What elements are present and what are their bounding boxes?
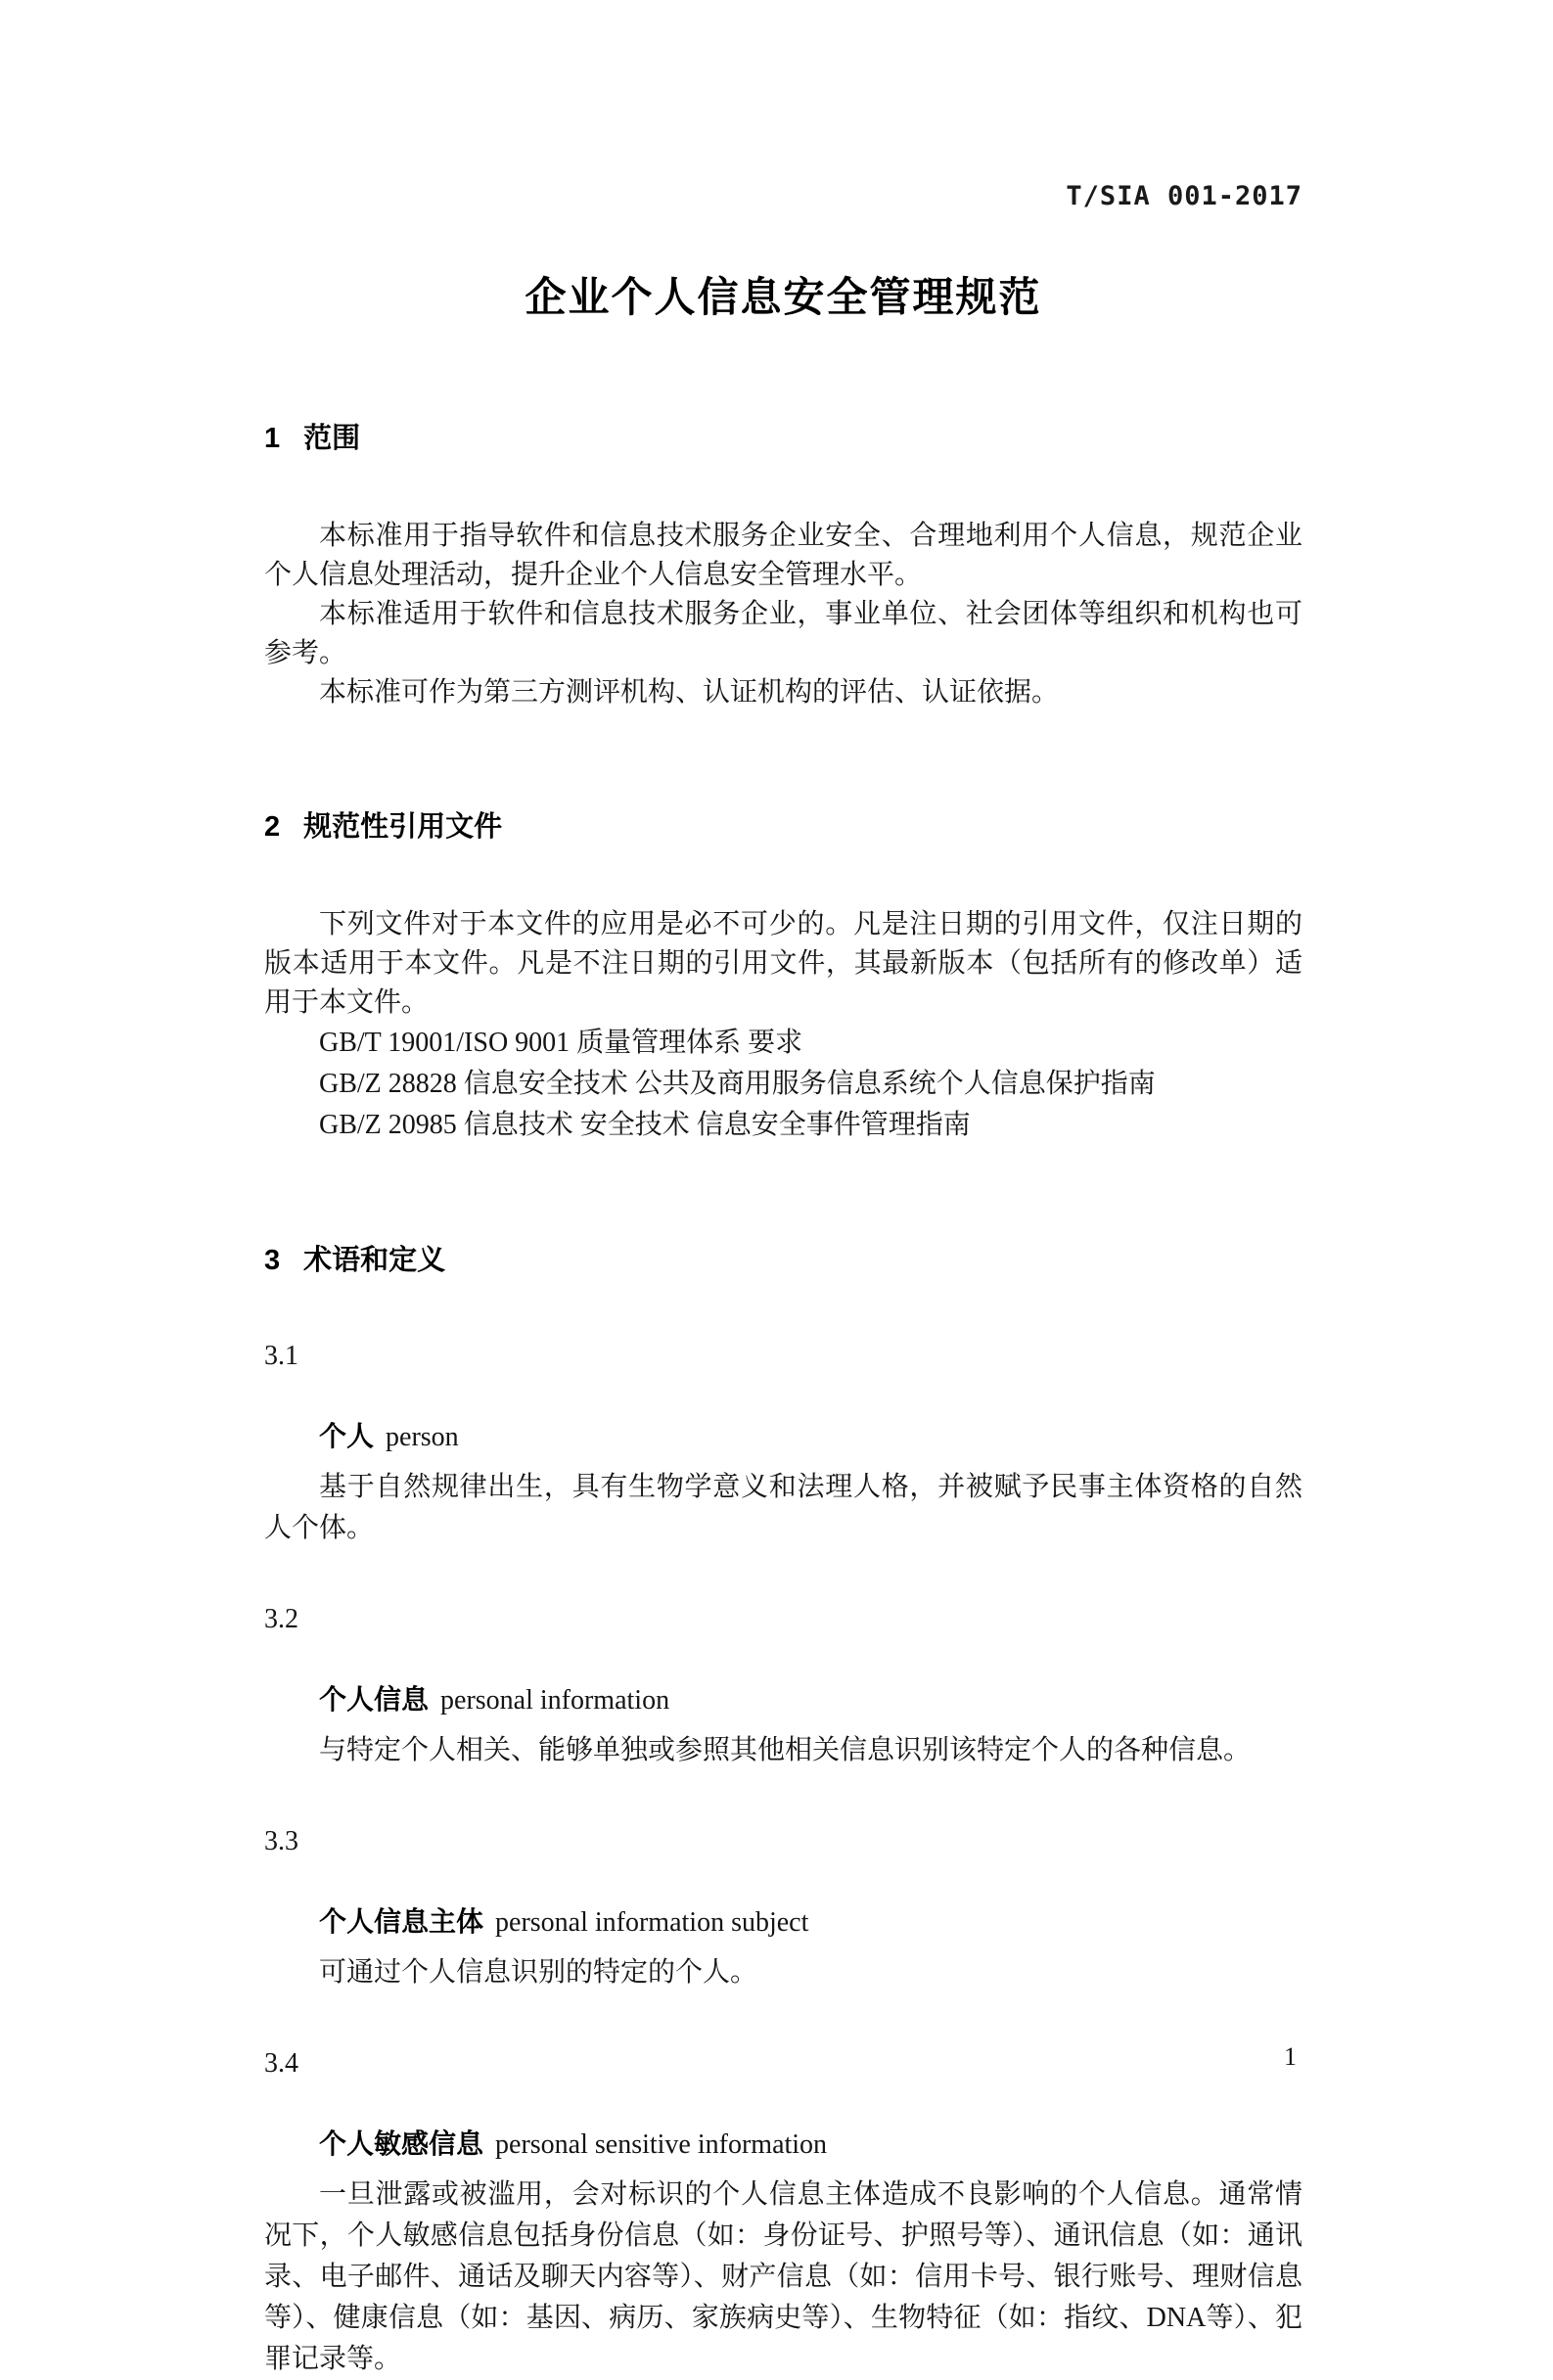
section-1-title: 范围 bbox=[303, 423, 361, 454]
standard-number: T/SIA 001-2017 bbox=[1066, 181, 1302, 211]
term-name bbox=[264, 1682, 1302, 1718]
section-2-title: 规范性引用文件 bbox=[303, 811, 503, 843]
term-name bbox=[264, 1904, 1302, 1941]
section-3-title: 术语和定义 bbox=[303, 1245, 446, 1276]
section-normative-references bbox=[264, 804, 1302, 1146]
term-name-zh: 个人信息主体 bbox=[319, 1906, 484, 1937]
section-scope bbox=[264, 416, 1302, 712]
term-definition: 一旦泄露或被滥用，会对标识的个人信息主体造成不良影响的个人信息。通常情况下，个人敏感信息包括身份信息（如：身份证号、护照号等）、通讯信息（如：通讯录、电子邮件、通话及聊天内容等）、财产信息（如：信用卡号、银行账号、理财信息等）、健康信息（如：基因、病历、家族病史等）、生物特征（如：指纹、DNA等）、犯罪记录等。 bbox=[264, 2179, 1302, 2374]
term-block-3-4 bbox=[264, 2046, 1302, 2380]
section-1-heading bbox=[264, 416, 1302, 456]
section-2-heading bbox=[264, 804, 1302, 845]
term-name-zh: 个人信息 bbox=[319, 1684, 430, 1715]
term-number: 3.3 bbox=[264, 1826, 298, 1856]
term-name bbox=[264, 1419, 1302, 1455]
page-number: 1 bbox=[1284, 2042, 1297, 2071]
section-3-heading bbox=[264, 1238, 1302, 1278]
term-number: 3.4 bbox=[264, 2048, 298, 2079]
term-number: 3.1 bbox=[264, 1341, 298, 1371]
term-name-en: personal sensitive information bbox=[495, 2129, 828, 2160]
term-definition: 可通过个人信息识别的特定的个人。 bbox=[319, 1957, 758, 1988]
term-name-en: personal information bbox=[440, 1685, 670, 1716]
section-3-number: 3 bbox=[264, 1245, 281, 1276]
term-name-en: personal information subject bbox=[495, 1907, 809, 1938]
reference-item-2: GB/Z 28828 信息安全技术 公共及商用服务信息系统个人信息保护指南 bbox=[319, 1069, 1156, 1099]
term-name-zh: 个人敏感信息 bbox=[319, 2128, 484, 2159]
term-number: 3.2 bbox=[264, 1604, 298, 1634]
section-2-number: 2 bbox=[264, 811, 281, 843]
references-intro-paragraph: 下列文件对于本文件的应用是必不可少的。凡是注日期的引用文件，仅注日期的版本适用于本文件。凡是不注日期的引用文件，其最新版本（包括所有的修改单）适用于本文件。 bbox=[264, 909, 1302, 1018]
section-1-number: 1 bbox=[264, 423, 281, 454]
term-block-3-1 bbox=[264, 1339, 1302, 1549]
term-definition: 与特定个人相关、能够单独或参照其他相关信息识别该特定个人的各种信息。 bbox=[319, 1735, 1252, 1765]
section-terms-definitions bbox=[264, 1238, 1302, 2380]
reference-item-1: GB/T 19001/ISO 9001 质量管理体系 要求 bbox=[319, 1028, 803, 1058]
term-definition: 基于自然规律出生，具有生物学意义和法理人格，并被赋予民事主体资格的自然人个体。 bbox=[264, 1472, 1302, 1543]
scope-paragraph-2: 本标准适用于软件和信息技术服务企业，事业单位、社会团体等组织和机构也可参考。 bbox=[264, 599, 1302, 668]
scope-paragraph-1: 本标准用于指导软件和信息技术服务企业安全、合理地利用个人信息，规范企业个人信息处理活动，提升企业个人信息安全管理水平。 bbox=[264, 521, 1302, 590]
document-title: 企业个人信息安全管理规范 bbox=[525, 274, 1042, 320]
term-block-3-2 bbox=[264, 1602, 1302, 1771]
term-name-en: person bbox=[386, 1422, 459, 1452]
scope-paragraph-3: 本标准可作为第三方测评机构、认证机构的评估、认证依据。 bbox=[319, 677, 1060, 708]
reference-item-3: GB/Z 20985 信息技术 安全技术 信息安全事件管理指南 bbox=[319, 1110, 971, 1140]
term-name bbox=[264, 2127, 1302, 2163]
term-block-3-3 bbox=[264, 1824, 1302, 1993]
term-name-zh: 个人 bbox=[319, 1421, 375, 1451]
